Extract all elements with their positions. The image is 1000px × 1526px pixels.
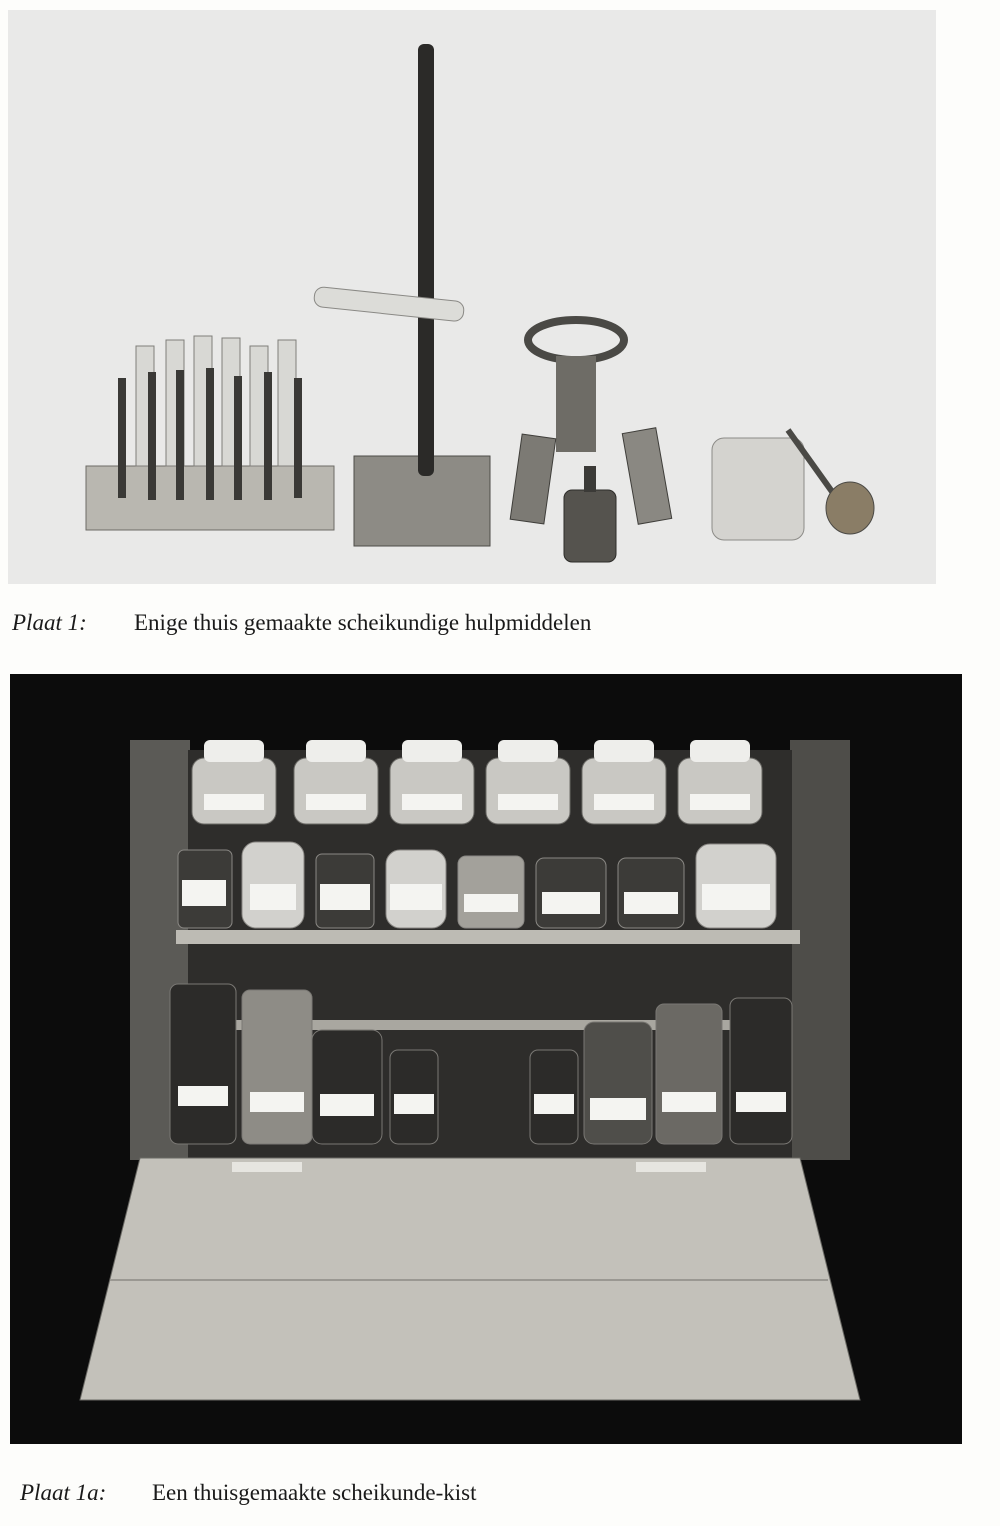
plate-1-caption [12,610,591,636]
plate-1-illustration [8,10,936,584]
lid-hinge [232,1162,302,1172]
upper-shelf [176,930,800,944]
stand-rod [418,44,434,476]
lamp-wick [584,466,596,492]
plate-1a-label: Plaat 1a: [20,1480,107,1505]
plate-1a-photo [10,674,962,1444]
plate-1a-illustration [10,674,962,1444]
plate-1a-caption-text: Een thuisgemaakte scheikunde-kist [152,1480,477,1505]
plate-1-photo [8,10,936,584]
beaker [712,438,804,540]
lid-hinge [636,1162,706,1172]
spoon-bowl [826,482,874,534]
plate-1a-caption [20,1480,476,1506]
plate-1-caption-text: Enige thuis gemaakte scheikundige hulpmiddelen [134,610,592,635]
plate-1-label: Plaat 1: [12,610,87,635]
chest-right-side [790,740,850,1160]
spirit-lamp [564,490,616,562]
tripod-post [556,356,596,452]
